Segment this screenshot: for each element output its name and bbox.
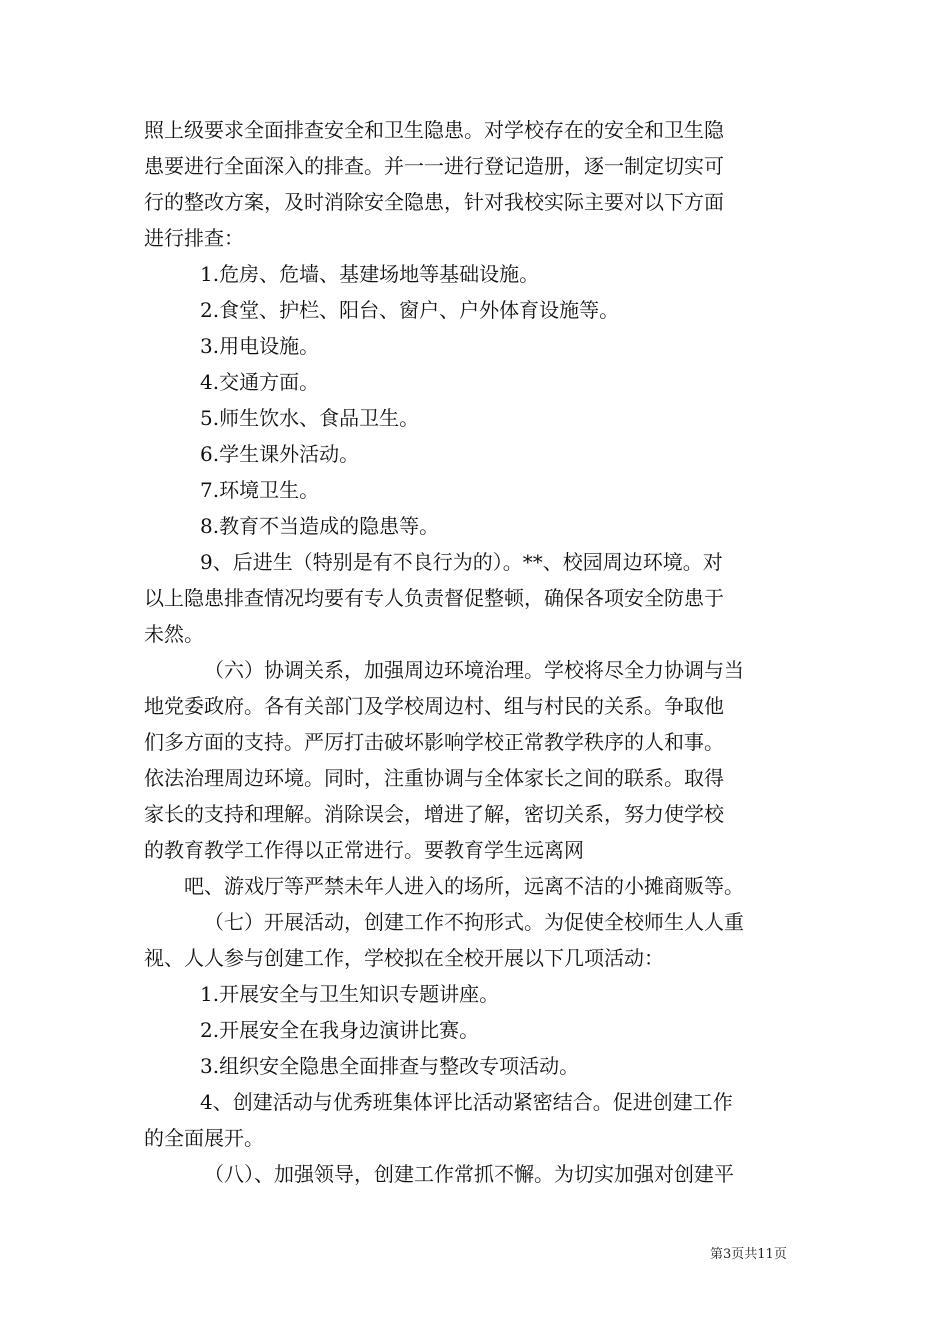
paragraph-line: 视、人人参与创建工作，学校拟在全校开展以下几项活动： (144, 946, 664, 970)
list-item: 7.环境卫生。 (200, 478, 320, 502)
body-text (144, 112, 814, 1192)
paragraph-line: 们多方面的支持。严厉打击破坏影响学校正常教学秩序的人和事。 (144, 730, 724, 754)
list-item: 4、创建活动与优秀班集体评比活动紧密结合。促进创建工作 (200, 1090, 733, 1114)
paragraph-line: 照上级要求全面排查安全和卫生隐患。对学校存在的安全和卫生隐 (144, 118, 724, 142)
list-item: 3.用电设施。 (200, 334, 320, 358)
paragraph-line: 患要进行全面深入的排查。并一一进行登记造册，逐一制定切实可 (144, 154, 724, 178)
paragraph-line: 的教育教学工作得以正常进行。要教育学生远离网 (144, 838, 584, 862)
section-heading-line: （七）开展活动，创建工作不拘形式。为促使全校师生人人重 (204, 910, 744, 934)
section-heading-line: （六）协调关系，加强周边环境治理。学校将尽全力协调与当 (204, 658, 744, 682)
list-item: 1.危房、危墙、基建场地等基础设施。 (200, 262, 540, 286)
list-item: 2.食堂、护栏、阳台、窗户、户外体育设施等。 (200, 298, 620, 322)
paragraph-line: 进行排查： (144, 226, 244, 250)
list-item: 6.学生课外活动。 (200, 442, 360, 466)
list-item: 2.开展安全在我身边演讲比赛。 (200, 1018, 480, 1042)
list-item: 4.交通方面。 (200, 370, 320, 394)
list-item: 8.教育不当造成的隐患等。 (200, 514, 440, 538)
list-item: 1.开展安全与卫生知识专题讲座。 (200, 982, 500, 1006)
paragraph-line: 未然。 (144, 622, 204, 646)
paragraph-line: 以上隐患排查情况均要有专人负责督促整顿，确保各项安全防患于 (144, 586, 724, 610)
section-heading-line: （八）、加强领导，创建工作常抓不懈。为切实加强对创建平 (204, 1162, 734, 1186)
paragraph-line: 的全面展开。 (144, 1126, 264, 1150)
paragraph-line: 依法治理周边环境。同时，注重协调与全体家长之间的联系。取得 (144, 766, 724, 790)
page-number: 第3页共11页 (710, 1247, 787, 1262)
list-item: 3.组织安全隐患全面排查与整改专项活动。 (200, 1054, 580, 1078)
list-item: 5.师生饮水、食品卫生。 (200, 406, 420, 430)
paragraph-line: 吧、游戏厅等严禁未年人进入的场所，远离不洁的小摊商贩等。 (184, 874, 744, 898)
list-item: 9、后进生（特别是有不良行为的）。**、校园周边环境。对 (200, 550, 723, 574)
paragraph-line: 家长的支持和理解。消除误会，增进了解，密切关系，努力使学校 (144, 802, 724, 826)
paragraph-line: 行的整改方案，及时消除安全隐患，针对我校实际主要对以下方面 (144, 190, 724, 214)
paragraph-line: 地党委政府。各有关部门及学校周边村、组与村民的关系。争取他 (144, 694, 724, 718)
